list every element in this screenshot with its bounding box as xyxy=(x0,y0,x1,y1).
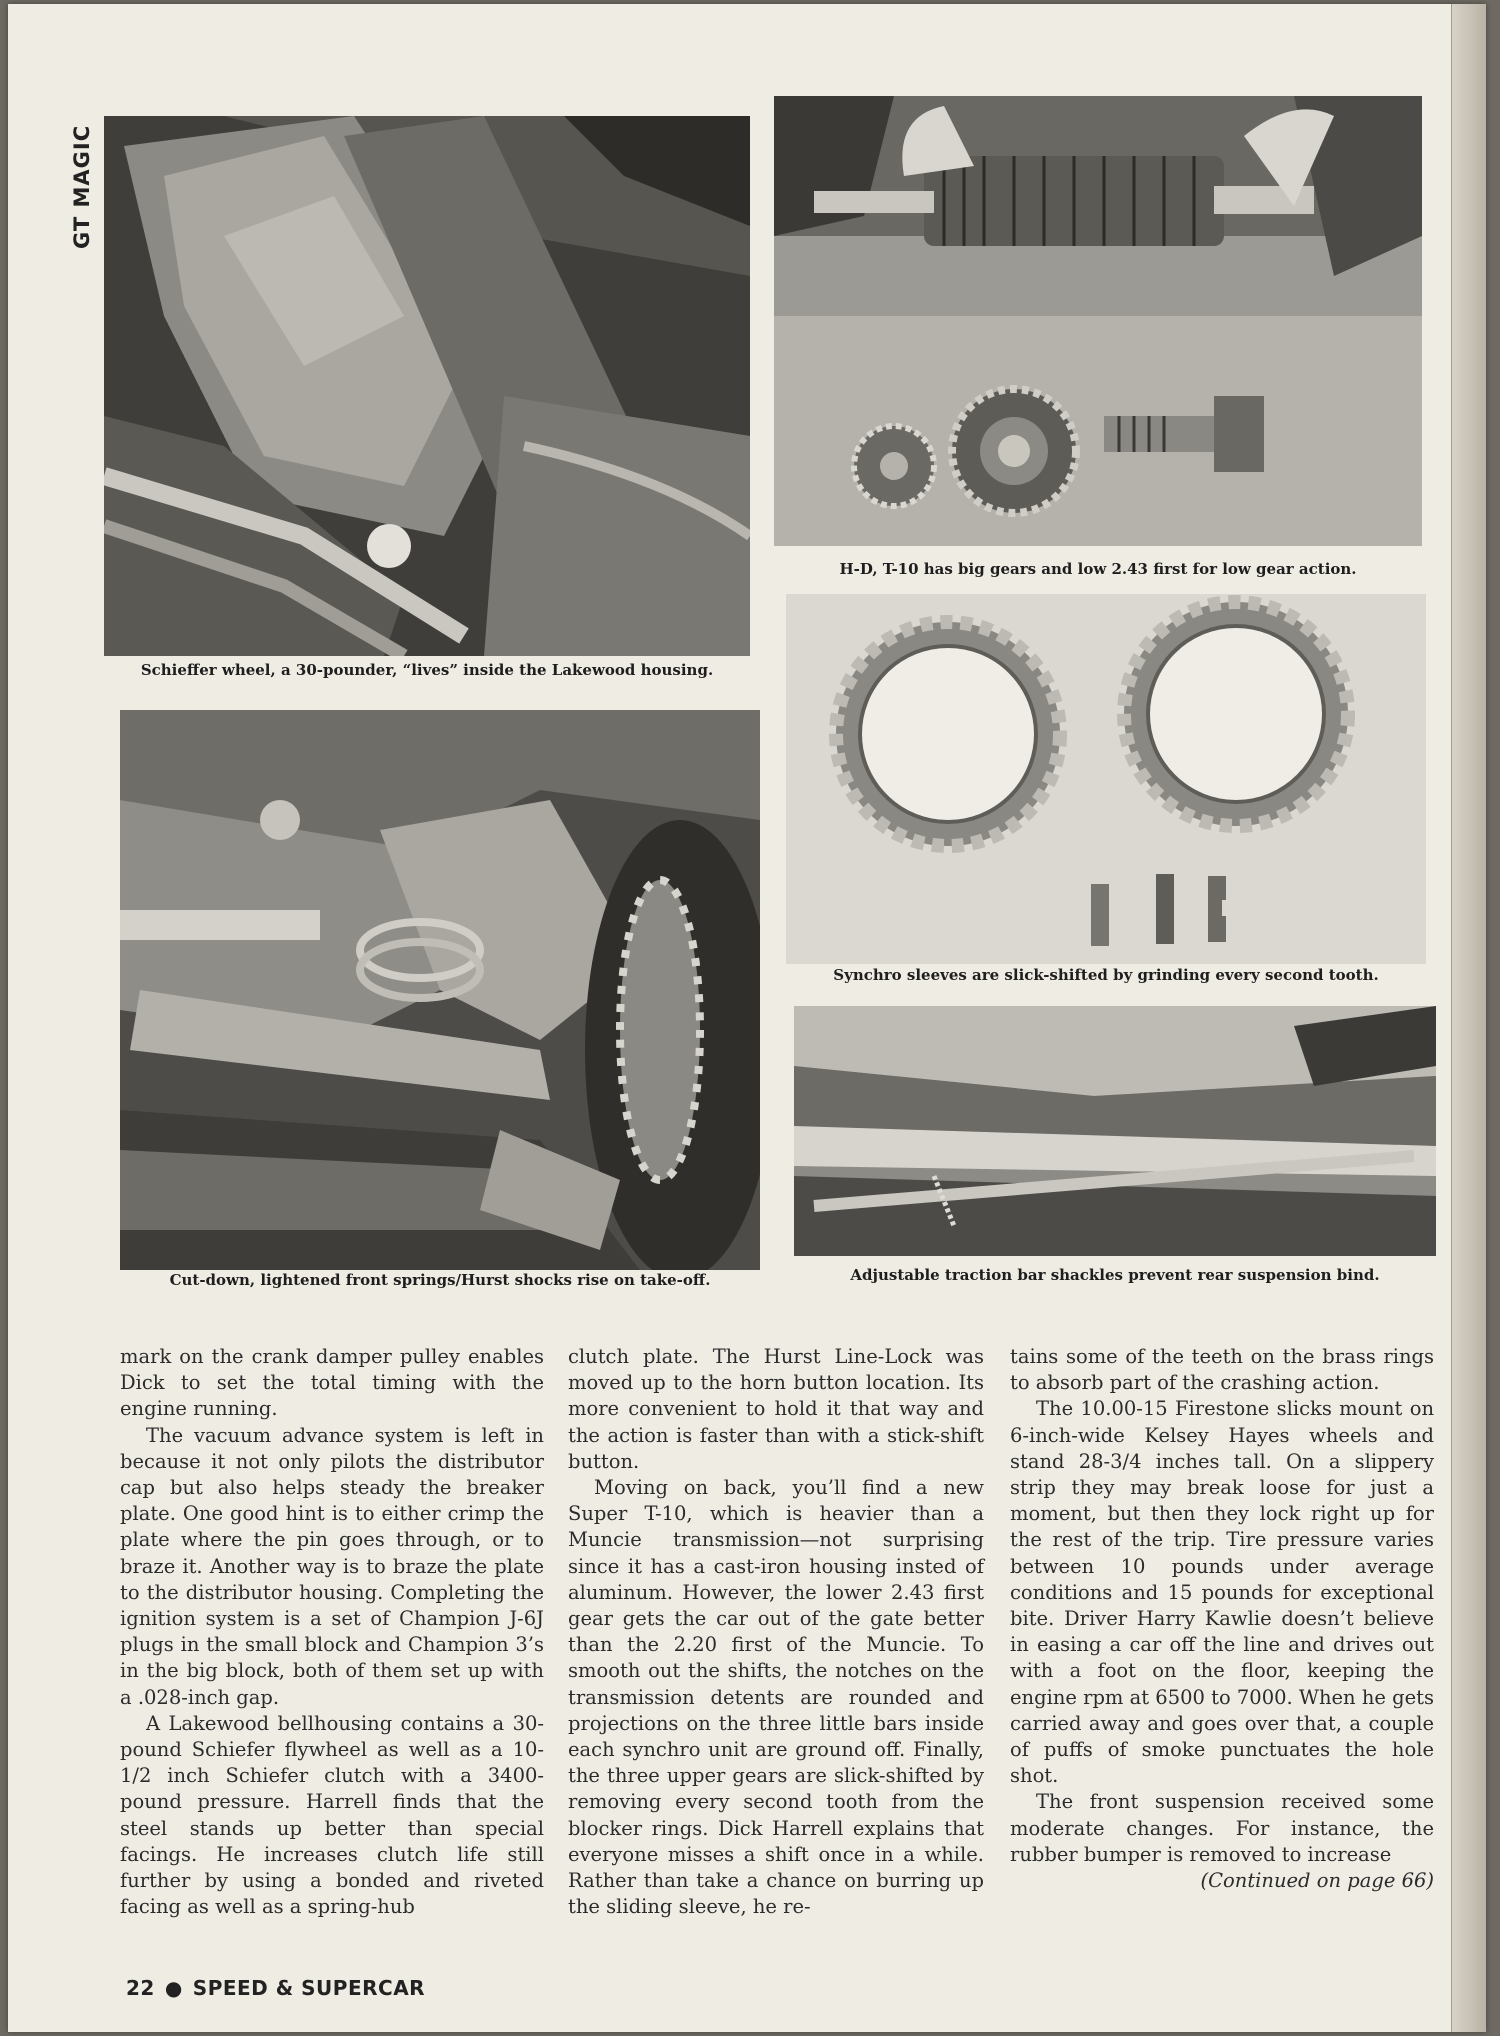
text-column-3 xyxy=(1010,1344,1434,1894)
caption-bellhousing: Schieffer wheel, a 30-pounder, “lives” inside the Lakewood housing. xyxy=(140,661,714,679)
caption-t10-gears: H-D, T-10 has big gears and low 2.43 first for low gear action. xyxy=(839,560,1357,578)
paragraph: The front suspension received some moderate changes. For instance, the rubber bumper is removed to increase xyxy=(1010,1790,1434,1866)
paragraph: The 10.00-15 Firestone slicks mount on 6-inch-wide Kelsey Hayes wheels and stand 28-3/4 inches tall. On a slippery strip they may break loose for just a moment, but then they lock right up for the rest of the trip. Tire pressure varies between 10 pounds under average conditions and 15 pounds for exceptional bite. Driver Harry Kawlie doesn’t believe in easing a car off the line and drives out with a foot on the floor, keeping the engine rpm at 6500 to 7000. When he gets carried away and goes over that, a couple of puffs of smoke punctuates the hole shot. xyxy=(1010,1397,1434,1788)
magazine-page xyxy=(8,4,1486,2032)
photo-front-suspension xyxy=(120,710,760,1270)
text-column-1 xyxy=(120,1344,544,1920)
photo-synchro-sleeves xyxy=(786,594,1426,964)
page-number: 22 xyxy=(126,1976,155,2000)
paragraph: mark on the crank damper pulley enables Dick to set the total timing with the engine running. xyxy=(120,1345,544,1421)
page-gutter xyxy=(1451,4,1486,2032)
paragraph: Moving on back, you’ll find a new Super T-10, which is heavier than a Muncie transmission—not surprising since it has a cast-iron housing insted of aluminum. However, the lower 2.43 first gear gets the car out of the gate better than the 2.20 first of the Muncie. To smooth out the shifts, the notches on the transmission detents are rounded and projections on the three little bars inside each synchro unit are ground off. Finally, the three upper gears are slick-shifted by removing every second tooth from the blocker rings. Dick Harrell explains that everyone misses a shift once in a while. Rather than take a chance on burring up the sliding sleeve, he re- xyxy=(568,1476,984,1919)
photo-traction-bar xyxy=(794,1006,1436,1256)
paragraph: The vacuum advance system is left in because it not only pilots the distributor cap but also helps steady the breaker plate. One good hint is to either crimp the plate where the pin goes through, or to braze it. Another way is to braze the plate to the distributor housing. Completing the ignition system is a set of Champion J-6J plugs in the small block and Champion 3’s in the big block, both of them set up with a .028-inch gap. xyxy=(120,1423,544,1709)
photo-t10-gears xyxy=(774,96,1422,546)
page-footer xyxy=(126,1976,425,2000)
paragraph: clutch plate. The Hurst Line-Lock was moved up to the horn button location. Its more convenient to hold it that way and the action is faster than with a stick-shift button. xyxy=(568,1345,984,1473)
text-column-2 xyxy=(568,1344,984,1920)
caption-traction-bar: Adjustable traction bar shackles prevent rear suspension bind. xyxy=(850,1266,1380,1284)
paragraph: tains some of the teeth on the brass rings to absorb part of the crashing action. xyxy=(1010,1345,1434,1395)
continued-note: (Continued on page 66) xyxy=(1200,1869,1434,1893)
caption-synchro-sleeves: Synchro sleeves are slick-shifted by grinding every second tooth. xyxy=(833,966,1379,984)
magazine-name: SPEED & SUPERCAR xyxy=(192,1976,426,2000)
caption-front-suspension: Cut-down, lightened front springs/Hurst shocks rise on take-off. xyxy=(169,1271,711,1289)
paragraph: A Lakewood bellhousing contains a 30-pound Schiefer flywheel as well as a 10-1/2 inch Schiefer clutch with a 3400-pound pressure. Harrell finds that the steel stands up better than special facings. He increases clutch life still further by using a bonded and riveted facing as well as a spring-hub xyxy=(120,1711,544,1919)
bullet-icon: ● xyxy=(164,1976,183,2000)
section-label: GT MAGIC xyxy=(70,124,94,249)
photo-bellhousing xyxy=(104,116,750,656)
